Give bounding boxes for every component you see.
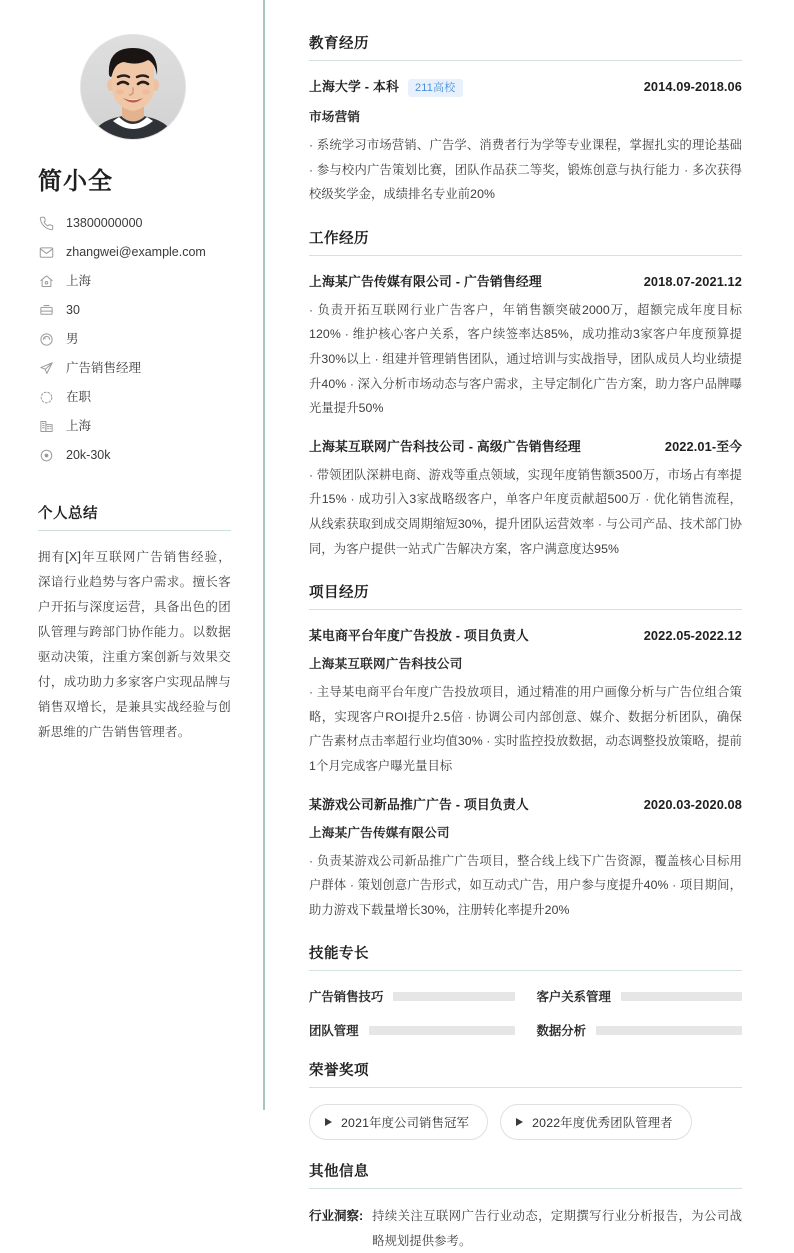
main-content	[265, 0, 794, 1248]
project-desc: · 负责某游戏公司新品推广广告项目，整合线上线下广告资源，覆盖核心目标用户群体 · 策划创意广告形式，如互动式广告，用户参与度提升40% · 项目期间，助力游戏下载量增长30%，注册转化率提升20%	[309, 853, 742, 917]
skill-progress-track	[621, 992, 742, 1001]
work-entry-head	[309, 436, 742, 455]
work-org: 上海某互联网广告科技公司 - 高级广告销售经理	[309, 438, 581, 454]
skill-row	[309, 987, 515, 1005]
education-date: 2014.09-2018.06	[643, 79, 742, 94]
honor-label: 2022年度优秀团队管理者	[532, 1116, 673, 1131]
project-company: 上海某广告传媒有限公司	[309, 825, 450, 840]
building-icon	[38, 418, 54, 434]
skill-grid	[309, 987, 742, 1039]
skill-row	[309, 1021, 515, 1039]
education-badge: 211高校	[408, 79, 463, 97]
other-info-row	[309, 1204, 742, 1253]
project-name: 某游戏公司新品推广广告 - 项目负责人	[309, 796, 529, 812]
home-icon	[38, 273, 54, 289]
contact-row-gender	[38, 330, 231, 348]
contact-row-position	[38, 359, 231, 377]
project-date: 2022.05-2022.12	[643, 628, 742, 644]
skill-label: 团队管理	[309, 1024, 359, 1039]
other-info-value: 持续关注互联网广告行业动态，定期撰写行业分析报告，为公司战略规划提供参考。	[372, 1209, 742, 1248]
education-entry-left	[309, 76, 463, 97]
project-name: 某电商平台年度广告投放 - 项目负责人	[309, 628, 529, 644]
rocket-icon	[38, 360, 54, 376]
summary-title: 个人总结	[38, 502, 231, 531]
education-org: 上海大学 - 本科	[309, 79, 399, 94]
section-title-skills: 技能专长	[309, 942, 742, 971]
project-desc: · 主导某电商平台年度广告投放项目，通过精准的用户画像分析与广告位组合策略，实现客户ROI提升2.5倍 · 协调公司内部创意、媒介、数据分析团队，确保广告素材点击率超行业均值30% · 实时监控投放数据，动态调整投放策略，提前1个月完成客户曝光量目标	[309, 685, 742, 773]
education-entry	[309, 76, 742, 207]
section-title-work: 工作经历	[309, 227, 742, 256]
summary-section	[34, 502, 231, 745]
section-title-other: 其他信息	[309, 1160, 742, 1189]
project-entry	[309, 625, 742, 778]
section-skills	[309, 942, 742, 1039]
honor-tag	[500, 1104, 692, 1140]
section-other	[309, 1160, 742, 1253]
skill-progress-track	[393, 992, 514, 1001]
person-name: 简小全	[38, 168, 113, 195]
contact-row-phone	[38, 214, 231, 232]
honor-list	[309, 1104, 742, 1140]
work-entry	[309, 436, 742, 561]
contact-value-city: 上海	[66, 419, 92, 433]
project-company: 上海某互联网广告科技公司	[309, 657, 463, 672]
contact-row-salary	[38, 446, 231, 464]
contact-row-status	[38, 388, 231, 406]
work-org: 上海某广告传媒有限公司 - 广告销售经理	[309, 273, 542, 289]
summary-text: 拥有[X]年互联网广告销售经验，深谙行业趋势与客户需求。擅长客户开拓与深度运营，具备出色的团队管理与跨部门协作能力。以数据驱动决策，注重方案创新与效果交付，成功助力多家客户实现品牌与销售双增长，是兼具实战经验与创新思维的广告销售管理者。	[38, 550, 231, 739]
project-date: 2020.03-2020.08	[643, 796, 742, 812]
phone-icon	[38, 215, 54, 231]
work-date: 2018.07-2021.12	[643, 273, 742, 289]
contact-row-location	[38, 272, 231, 290]
project-entry-head	[309, 625, 742, 644]
work-desc: · 带领团队深耕电商、游戏等重点领域，实现年度销售额3500万，市场占有率提升15% · 成功引入3家战略级客户，单客户年度贡献超500万 · 优化销售流程，从线索获取到成交周期缩短30%，提升团队运营效率 · 与公司产品、技术部门协同，为客户提供一站式广告解决方案，客户满意度达95%	[309, 467, 742, 556]
skill-label: 广告销售技巧	[309, 990, 384, 1005]
education-major: 市场营销	[309, 110, 361, 124]
contact-value-phone: 13800000000	[66, 216, 143, 230]
other-info-label: 行业洞察:	[309, 1209, 364, 1224]
contact-value-status: 在职	[66, 390, 92, 404]
honor-tag	[309, 1104, 488, 1140]
work-date: 2022.01-至今	[664, 438, 742, 454]
sidebar	[0, 0, 265, 1110]
contact-row-email	[38, 243, 231, 261]
project-entry-head	[309, 794, 742, 813]
education-desc: · 系统学习市场营销、广告学、消费者行为学等专业课程，掌握扎实的理论基础 · 参与校内广告策划比赛，团队作品获二等奖，锻炼创意与执行能力 · 多次获得校级奖学金，成绩排名专业前20%	[309, 138, 742, 202]
section-work	[309, 227, 742, 561]
contact-list	[34, 214, 231, 464]
work-desc: · 负责开拓互联网行业广告客户，年销售额突破2000万，超额完成年度目标120% · 维护核心客户关系，客户续签率达85%，成功推动3家客户年度预算提升30%以上 · 组建并管理销售团队，通过培训与实战指导，团队成员人均业绩提升40% · 深入分析市场动态与客户需求，主导定制化广告方案，助力客户品牌曝光量提升50%	[309, 302, 742, 416]
avatar	[81, 35, 185, 139]
contact-row-city	[38, 417, 231, 435]
salary-icon	[38, 447, 54, 463]
skill-progress-track	[369, 1026, 515, 1035]
skill-label: 数据分析	[536, 1024, 587, 1039]
mail-icon	[38, 244, 54, 260]
work-entry	[309, 271, 742, 421]
skill-row	[537, 1021, 743, 1039]
contact-value-gender: 男	[66, 332, 79, 346]
status-icon	[38, 389, 54, 405]
contact-value-salary: 20k-30k	[66, 448, 111, 462]
contact-value-location: 上海	[66, 274, 92, 288]
gender-icon	[38, 331, 54, 347]
section-title-honors: 荣誉奖项	[309, 1059, 742, 1088]
work-entry-head	[309, 271, 742, 290]
profile-photo-icon	[81, 35, 185, 139]
section-education	[309, 32, 742, 207]
id-card-icon	[38, 302, 54, 318]
triangle-right-icon	[325, 1118, 332, 1126]
section-title-education: 教育经历	[309, 32, 742, 61]
education-entry-head	[309, 76, 742, 97]
avatar-container	[34, 35, 231, 139]
skill-label: 客户关系管理	[536, 990, 611, 1005]
contact-value-position: 广告销售经理	[66, 361, 142, 375]
section-title-project: 项目经历	[309, 581, 742, 610]
contact-value-email: zhangwei@example.com	[66, 245, 206, 259]
contact-row-age	[38, 301, 231, 319]
triangle-right-icon	[516, 1118, 523, 1126]
honor-label: 2021年度公司销售冠军	[341, 1116, 470, 1131]
skill-progress-track	[596, 1026, 742, 1035]
contact-value-age: 30	[66, 303, 80, 317]
section-project	[309, 581, 742, 922]
section-honors	[309, 1059, 742, 1140]
skill-row	[537, 987, 743, 1005]
project-entry	[309, 794, 742, 923]
